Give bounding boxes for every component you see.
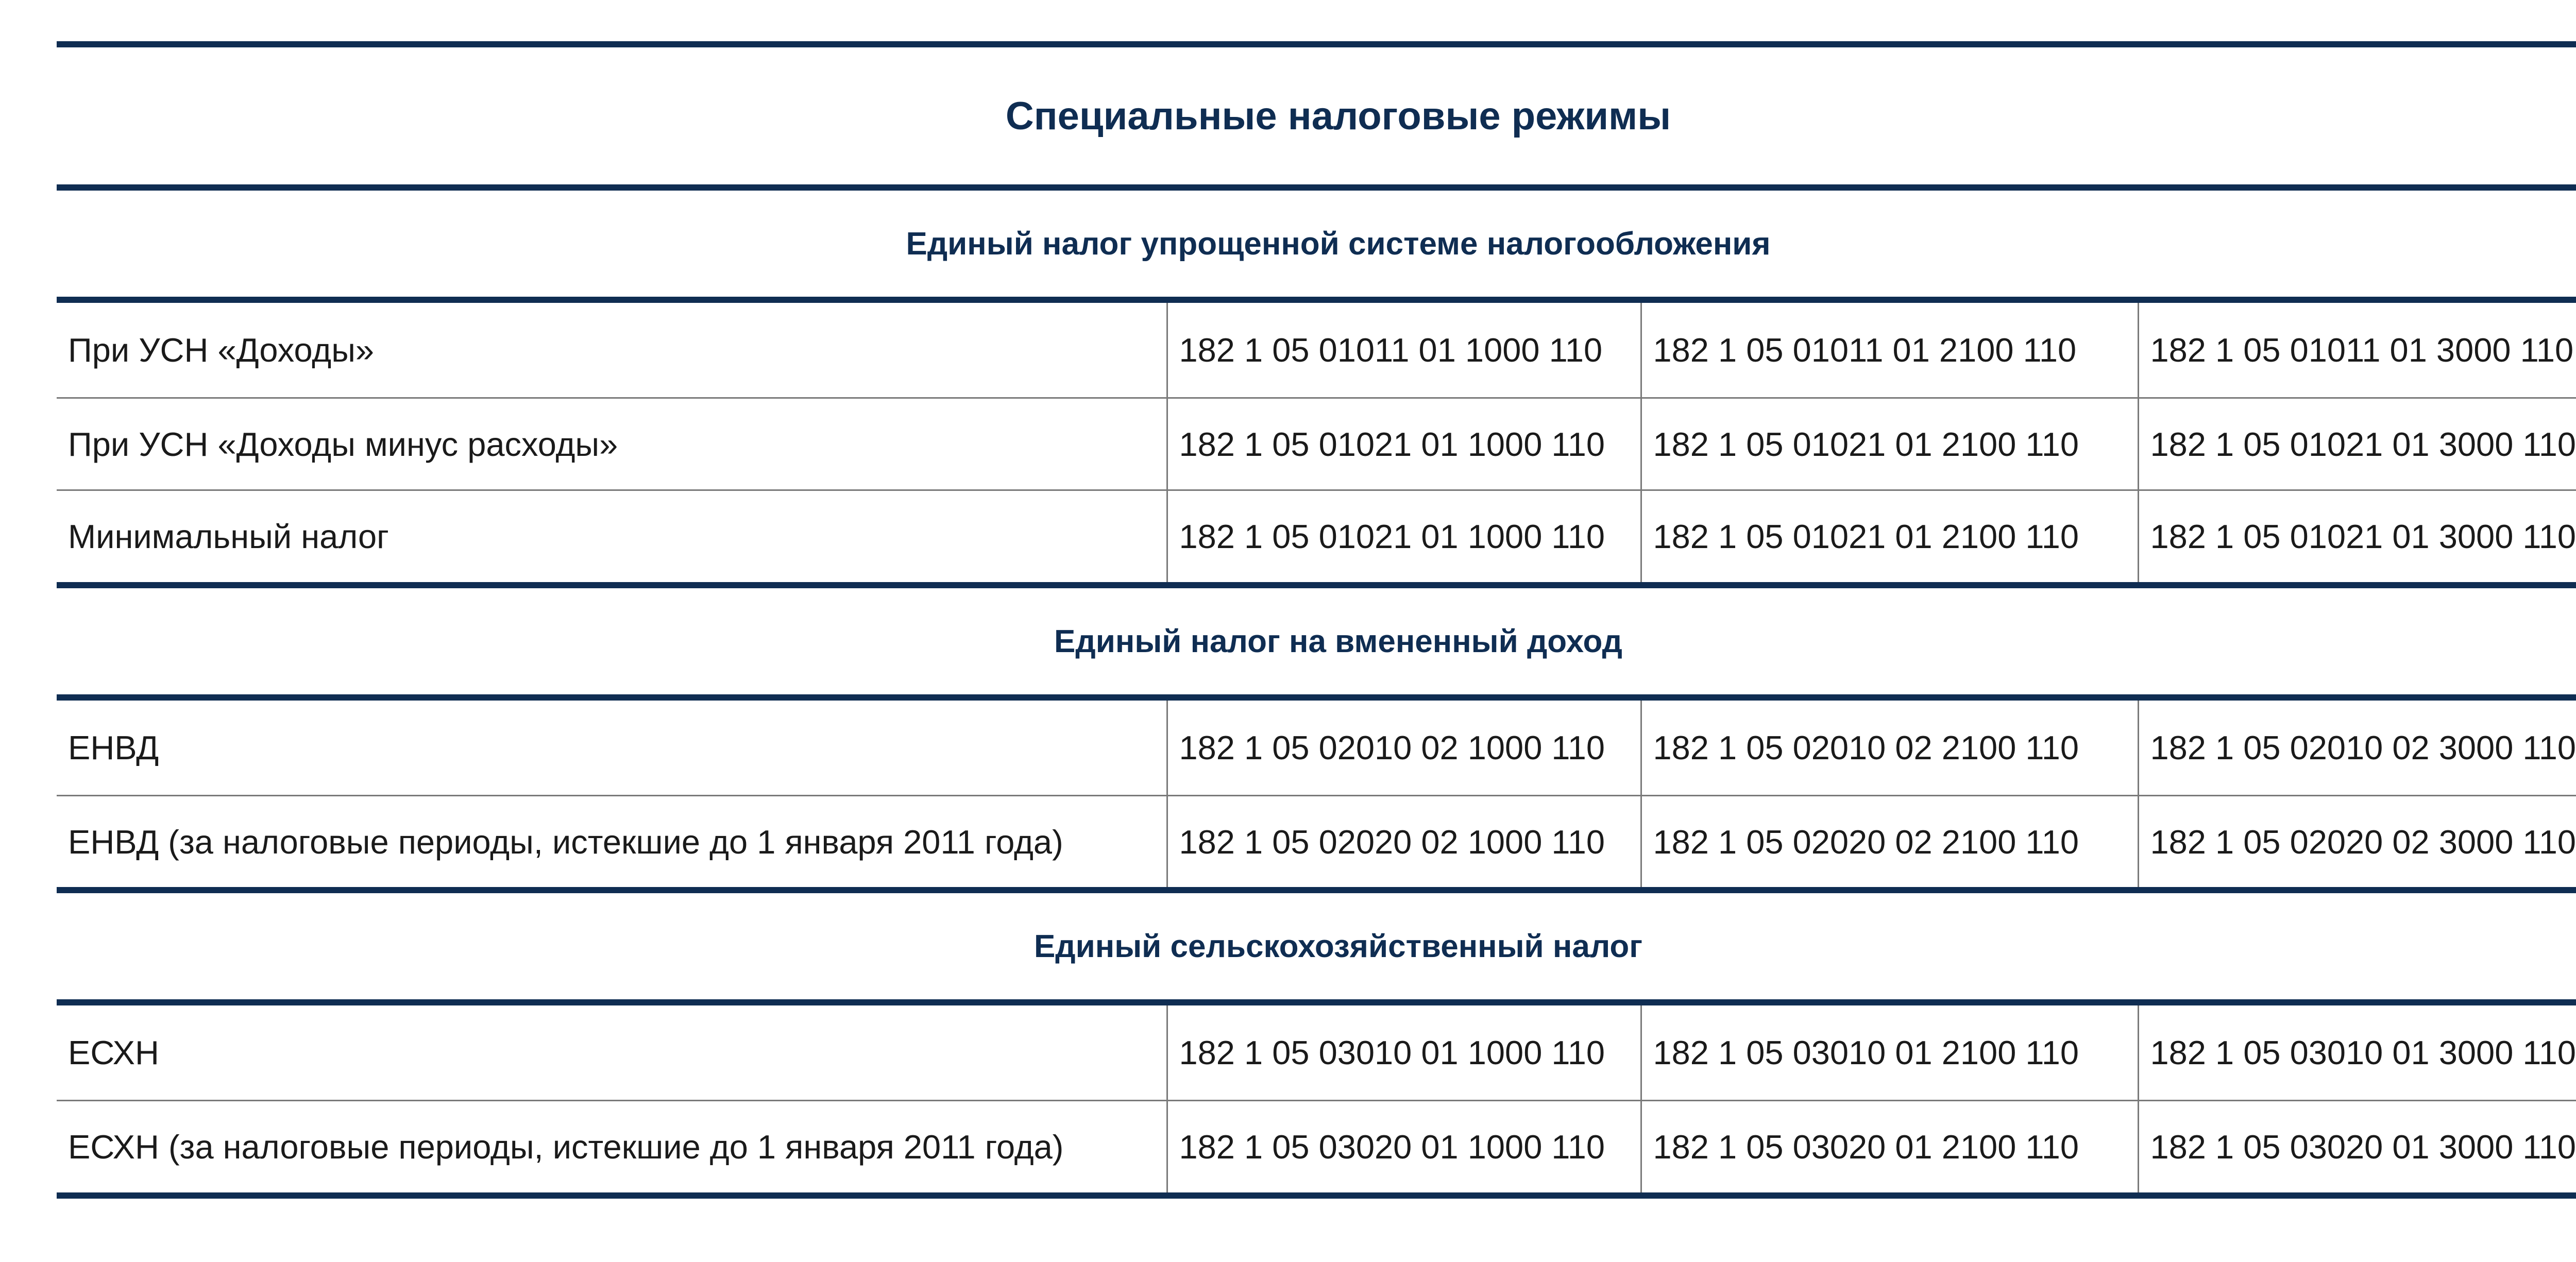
kbk-code-fine: 182 1 05 01011 01 3000 110 (2138, 300, 2576, 398)
row-label: При УСН «Доходы минус расходы» (57, 398, 1167, 490)
row-label: ЕСХН (57, 1002, 1167, 1101)
row-label: ЕНВД (за налоговые периоды, истекшие до 1 января 2011 года) (57, 796, 1167, 891)
kbk-code-penalty: 182 1 05 03020 01 2100 110 (1641, 1101, 2138, 1196)
kbk-code-penalty: 182 1 05 01021 01 2100 110 (1641, 398, 2138, 490)
kbk-code-penalty: 182 1 05 02010 02 2100 110 (1641, 697, 2138, 796)
table-title-row (57, 44, 2576, 187)
row-label: ЕНВД (57, 697, 1167, 796)
section-heading: Единый налог упрощенной системе налогообложения (57, 187, 2576, 300)
kbk-code-tax: 182 1 05 03010 01 1000 110 (1167, 1002, 1641, 1101)
kbk-code-penalty: 182 1 05 02020 02 2100 110 (1641, 796, 2138, 891)
tax-codes-table (57, 41, 2576, 1199)
section-heading: Единый сельскохозяйственный налог (57, 890, 2576, 1002)
kbk-code-penalty: 182 1 05 01011 01 2100 110 (1641, 300, 2138, 398)
section-heading: Единый налог на вмененный доход (57, 585, 2576, 697)
table-row (57, 1101, 2576, 1196)
table-row (57, 697, 2576, 796)
kbk-code-tax: 182 1 05 01021 01 1000 110 (1167, 398, 1641, 490)
kbk-code-tax: 182 1 05 02010 02 1000 110 (1167, 697, 1641, 796)
row-label: При УСН «Доходы» (57, 300, 1167, 398)
kbk-code-tax: 182 1 05 01021 01 1000 110 (1167, 490, 1641, 586)
table-row (57, 490, 2576, 586)
section-heading-row (57, 585, 2576, 697)
section-heading-row (57, 187, 2576, 300)
kbk-code-fine: 182 1 05 02010 02 3000 110 (2138, 697, 2576, 796)
row-label: ЕСХН (за налоговые периоды, истекшие до 1 января 2011 года) (57, 1101, 1167, 1196)
kbk-code-penalty: 182 1 05 03010 01 2100 110 (1641, 1002, 2138, 1101)
table-row (57, 796, 2576, 891)
kbk-code-tax: 182 1 05 01011 01 1000 110 (1167, 300, 1641, 398)
kbk-code-tax: 182 1 05 03020 01 1000 110 (1167, 1101, 1641, 1196)
section-heading-row (57, 890, 2576, 1002)
kbk-code-fine: 182 1 05 01021 01 3000 110 (2138, 398, 2576, 490)
table-title: Специальные налоговые режимы (57, 44, 2576, 187)
kbk-code-tax: 182 1 05 02020 02 1000 110 (1167, 796, 1641, 891)
kbk-code-fine: 182 1 05 03010 01 3000 110 (2138, 1002, 2576, 1101)
row-label: Минимальный налог (57, 490, 1167, 586)
kbk-code-fine: 182 1 05 03020 01 3000 110 (2138, 1101, 2576, 1196)
kbk-code-fine: 182 1 05 01021 01 3000 110 (2138, 490, 2576, 586)
table-row (57, 398, 2576, 490)
kbk-code-fine: 182 1 05 02020 02 3000 110 (2138, 796, 2576, 891)
kbk-code-penalty: 182 1 05 01021 01 2100 110 (1641, 490, 2138, 586)
table-row (57, 1002, 2576, 1101)
table-row (57, 300, 2576, 398)
